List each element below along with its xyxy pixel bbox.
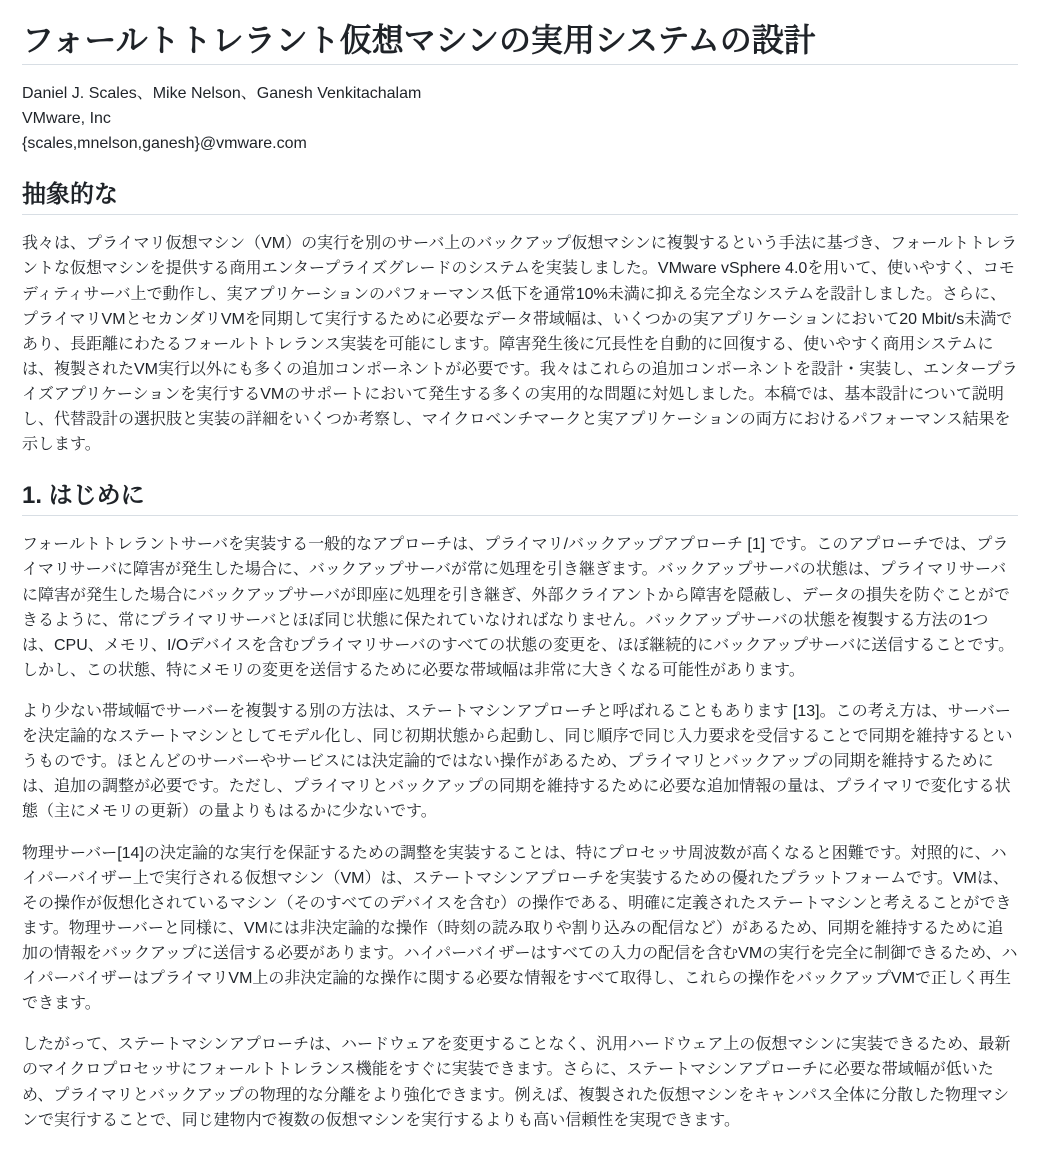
- section-heading-introduction: 1. はじめに: [22, 481, 1018, 516]
- intro-paragraph-1: フォールトトレラントサーバを実装する一般的なアプローチは、プライマリ/バックアップアプローチ [1] です。このアプローチでは、プライマリサーバに障害が発生した場合に、バックアップサーバが常に処理を引き継ぎます。バックアップサーバの状態は、プライマリサーバに障害が発生した場合にバックアップサーバが即座に処理を引き継ぎ、外部クライアントから障害を隠蔽し、データの損失を防ぐことができるように、常にプライマリサーバとほぼ同じ状態に保たれていなければなりません。バックアップサーバの状態を複製する方法の1つは、CPU、メモリ、I/Oデバイスを含むプライマリサーバのすべての状態の変更を、ほぼ継続的にバックアップサーバに送信することです。しかし、この状態、特にメモリの変更を送信するために必要な帯域幅は非常に大きくなる可能性があります。: [22, 536, 1015, 679]
- intro-paragraph-2: より少ない帯域幅でサーバーを複製する別の方法は、ステートマシンアプローチと呼ばれることもあります [13]。この考え方は、サーバーを決定論的なステートマシンとしてモデル化し、同じ初期状態から起動し、同じ順序で同じ入力要求を受信することで同期を維持するというものです。ほとんどのサーバーやサービスには決定論的ではない操作があるため、プライマリとバックアップの同期を維持するためには、追加の調整が必要です。ただし、プライマリとバックアップの同期を維持するために必要な追加情報の量は、プライマリで変化する状態（主にメモリの更新）の量よりもはるかに少ないです。: [22, 702, 1013, 821]
- author-names: Daniel J. Scales、Mike Nelson、Ganesh Venkitachalam: [22, 85, 422, 102]
- abstract-paragraph: 我々は、プライマリ仮想マシン（VM）の実行を別のサーバ上のバックアップ仮想マシンに複製するという手法に基づき、フォールトトレラントな仮想マシンを提供する商用エンタープライズグレードのシステムを実装しました。VMware vSphere 4.0を用いて、使いやすく、コモディティサーバ上で動作し、実アプリケーションのパフォーマンス低下を通常10%未満に抑える完全なシステムを設計しました。さらに、プライマリVMとセカンダリVMを同期して実行するために必要なデータ帯域幅は、いくつかの実アプリケーションにおいて20 Mbit/s未満であり、長距離にわたるフォールトトレランス実装を可能にします。障害発生後に冗長性を自動的に回復する、使いやすく商用システムには、複製されたVM実行以外にも多くの追加コンポーネントが必要です。我々はこれらの追加コンポーネントを設計・実装し、エンタープライズアプリケーションを実行するVMのサポートにおいて発生する多くの実用的な問題に対処しました。本稿では、基本設計について説明し、代替設計の選択肢と実装の詳細をいくつか考察し、マイクロベンチマークと実アプリケーションの両方におけるパフォーマンス結果を示します。: [22, 235, 1018, 454]
- intro-paragraph-3: 物理サーバー[14]の決定論的な実行を保証するための調整を実装することは、特にプロセッサ周波数が高くなると困難です。対照的に、ハイパーバイザー上で実行される仮想マシン（VM）は、ステートマシンアプローチを実装するための優れたプラットフォームです。VMは、その操作が仮想化されているマシン（そのすべてのデバイスを含む）の操作である、明確に定義されたステートマシンと考えることができます。物理サーバーと同様に、VMには非決定論的な操作（時刻の読み取りや割り込みの配信など）があるため、同期を維持するために追加の情報をバックアップに送信する必要があります。ハイパーバイザーはすべての入力の配信を含むVMの実行を完全に制御できるため、ハイパーバイザーはプライマリVM上の非決定論的な操作に関する必要な情報をすべて取得し、これらの操作をバックアップVMで正しく再生できます。: [22, 844, 1018, 1013]
- author-affiliation: VMware, Inc: [22, 110, 111, 128]
- author-email: {scales,mnelson,ganesh}@vmware.com: [22, 135, 307, 153]
- author-block: [22, 81, 1018, 156]
- section-heading-abstract: 抽象的な: [22, 180, 1018, 215]
- paper-title: フォールトトレラント仮想マシンの実用システムの設計: [22, 20, 1018, 65]
- intro-paragraph-4: したがって、ステートマシンアプローチは、ハードウェアを変更することなく、汎用ハードウェア上の仮想マシンに実装できるため、最新のマイクロプロセッサにフォールトトレランス機能をすぐに実装できます。さらに、ステートマシンアプローチに必要な帯域幅が低いため、プライマリとバックアップの物理的な分離をより強化できます。例えば、複製された仮想マシンをキャンパス全体に分散した物理マシンで実行することで、同じ建物内で複数の仮想マシンを実行するよりも高い信頼性を実現できます。: [22, 1036, 1011, 1129]
